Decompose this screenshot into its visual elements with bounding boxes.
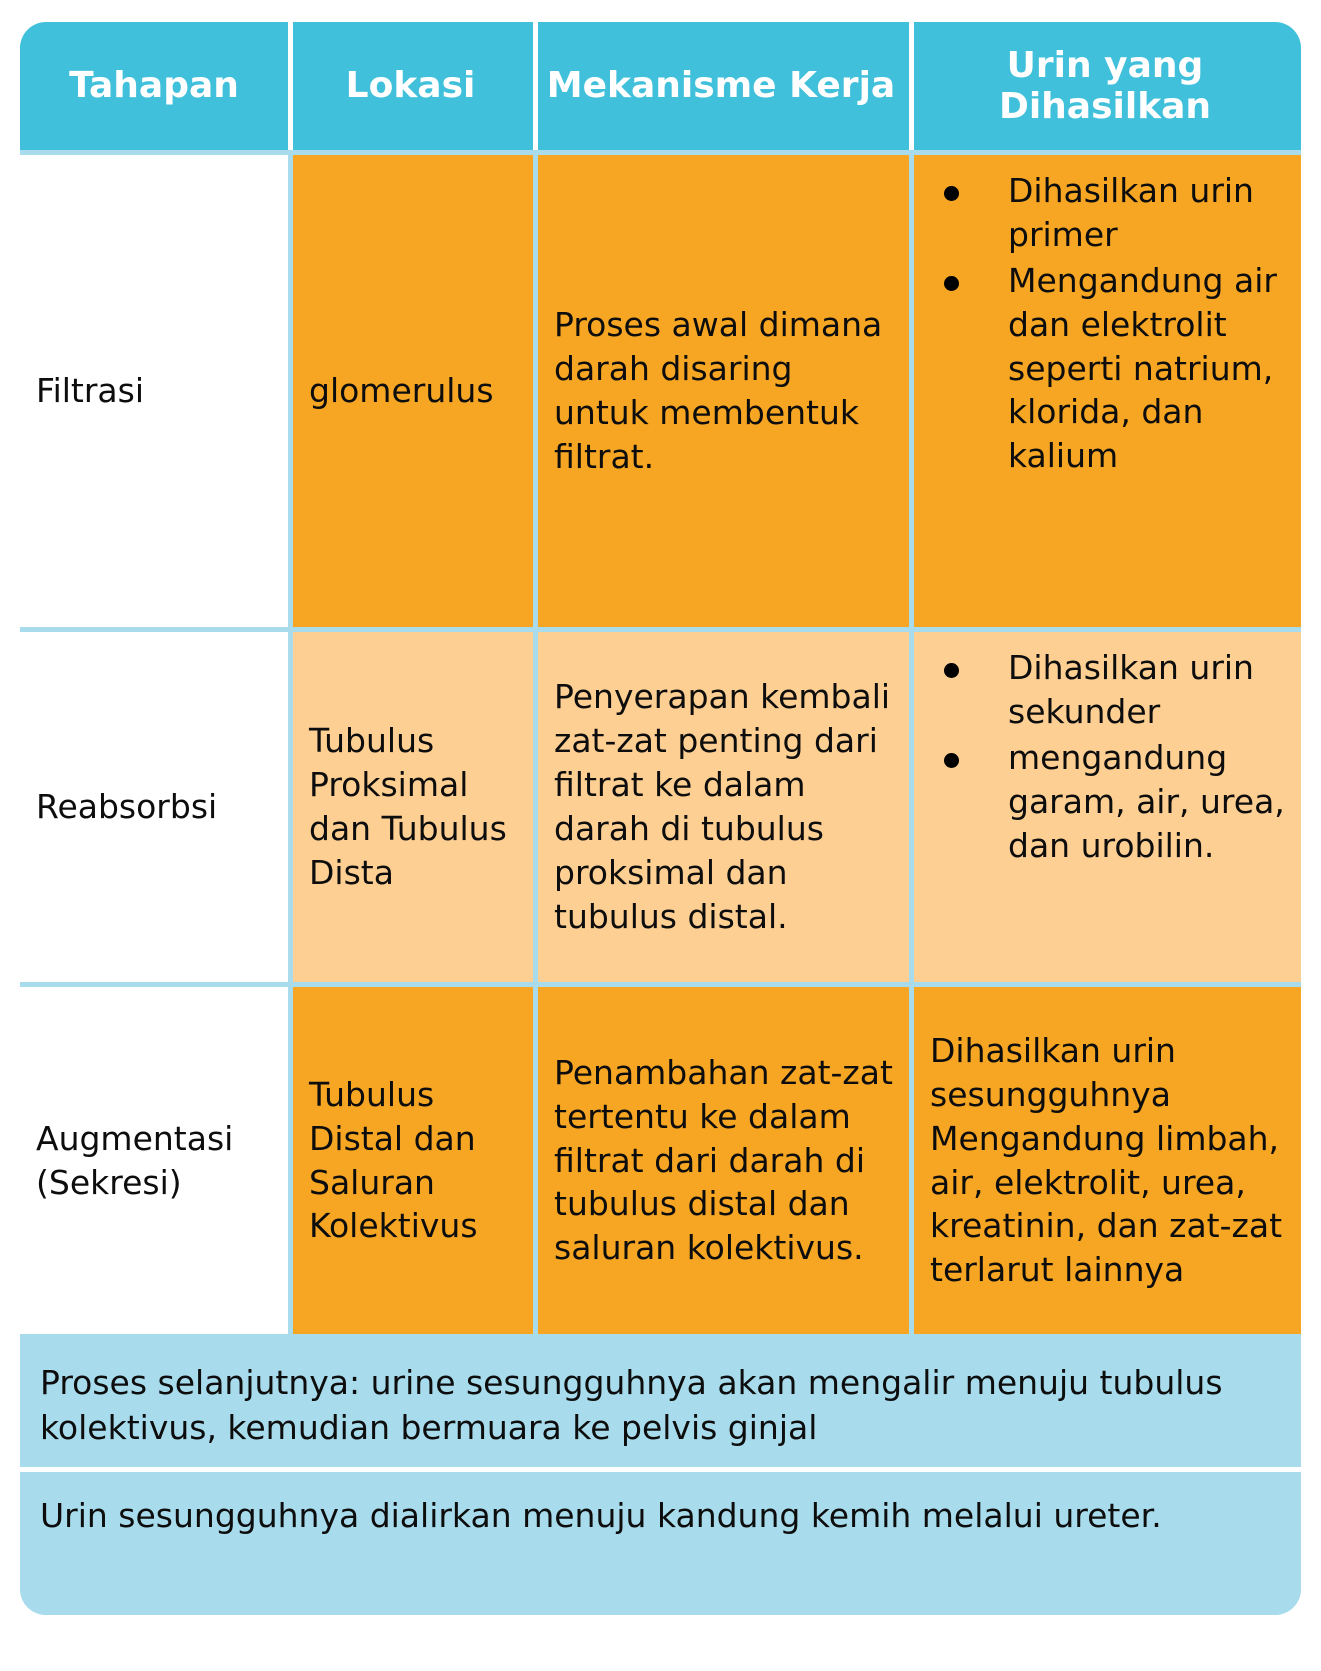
cell-mekanisme: Penambahan zat-zat tertentu ke dalam filtrat dari darah di tubulus distal dan saluran kolektivus. bbox=[533, 987, 909, 1334]
table-row bbox=[20, 627, 1301, 982]
list-item: Dihasilkan urin sekunder bbox=[930, 646, 1285, 734]
cell-mekanisme: Penyerapan kembali zat-zat penting dari filtrat ke dalam darah di tubulus proksimal dan tubulus distal. bbox=[533, 632, 909, 982]
table-body bbox=[20, 150, 1301, 1615]
cell-tahapan: Augmentasi (Sekresi) bbox=[20, 987, 288, 1334]
list-item: Mengandung air dan elektrolit seperti natrium, klorida, dan kalium bbox=[930, 259, 1285, 478]
cell-lokasi: glomerulus bbox=[288, 155, 533, 627]
table-row bbox=[20, 982, 1301, 1334]
urine-formation-table bbox=[20, 22, 1301, 1615]
list-item: Dihasilkan urin primer bbox=[930, 169, 1285, 257]
cell-tahapan: Reabsorbsi bbox=[20, 632, 288, 982]
column-header-tahapan: Tahapan bbox=[69, 65, 239, 107]
column-header-urin-yang-dihasilkan: Urin yang Dihasilkan bbox=[909, 22, 1301, 150]
cell-lokasi: Tubulus Distal dan Saluran Kolektivus bbox=[288, 987, 533, 1334]
footer-note-process: Proses selanjutnya: urine sesungguhnya akan mengalir menuju tubulus kolektivus, kemudian bermuara ke pelvis ginjal bbox=[20, 1334, 1301, 1467]
urin-bullet-list bbox=[930, 646, 1285, 869]
cell-urin bbox=[909, 155, 1301, 627]
table-header-row bbox=[20, 22, 1301, 150]
urin-bullet-list bbox=[930, 169, 1285, 480]
column-header-lokasi: Lokasi bbox=[288, 22, 533, 150]
list-item: mengandung garam, air, urea, dan urobilin. bbox=[930, 736, 1285, 868]
footer-note-ureter: Urin sesungguhnya dialirkan menuju kandung kemih melalui ureter. bbox=[20, 1472, 1301, 1615]
cell-urin bbox=[909, 632, 1301, 982]
column-header-mekanisme-kerja: Mekanisme Kerja bbox=[533, 22, 909, 150]
cell-urin: Dihasilkan urin sesungguhnya Mengandung limbah, air, elektrolit, urea, kreatinin, dan zat-zat terlarut lainnya bbox=[909, 987, 1301, 1334]
cell-mekanisme: Proses awal dimana darah disaring untuk membentuk filtrat. bbox=[533, 155, 909, 627]
table-row bbox=[20, 150, 1301, 627]
cell-lokasi: Tubulus Proksimal dan Tubulus Dista bbox=[288, 632, 533, 982]
cell-tahapan: Filtrasi bbox=[20, 155, 288, 627]
